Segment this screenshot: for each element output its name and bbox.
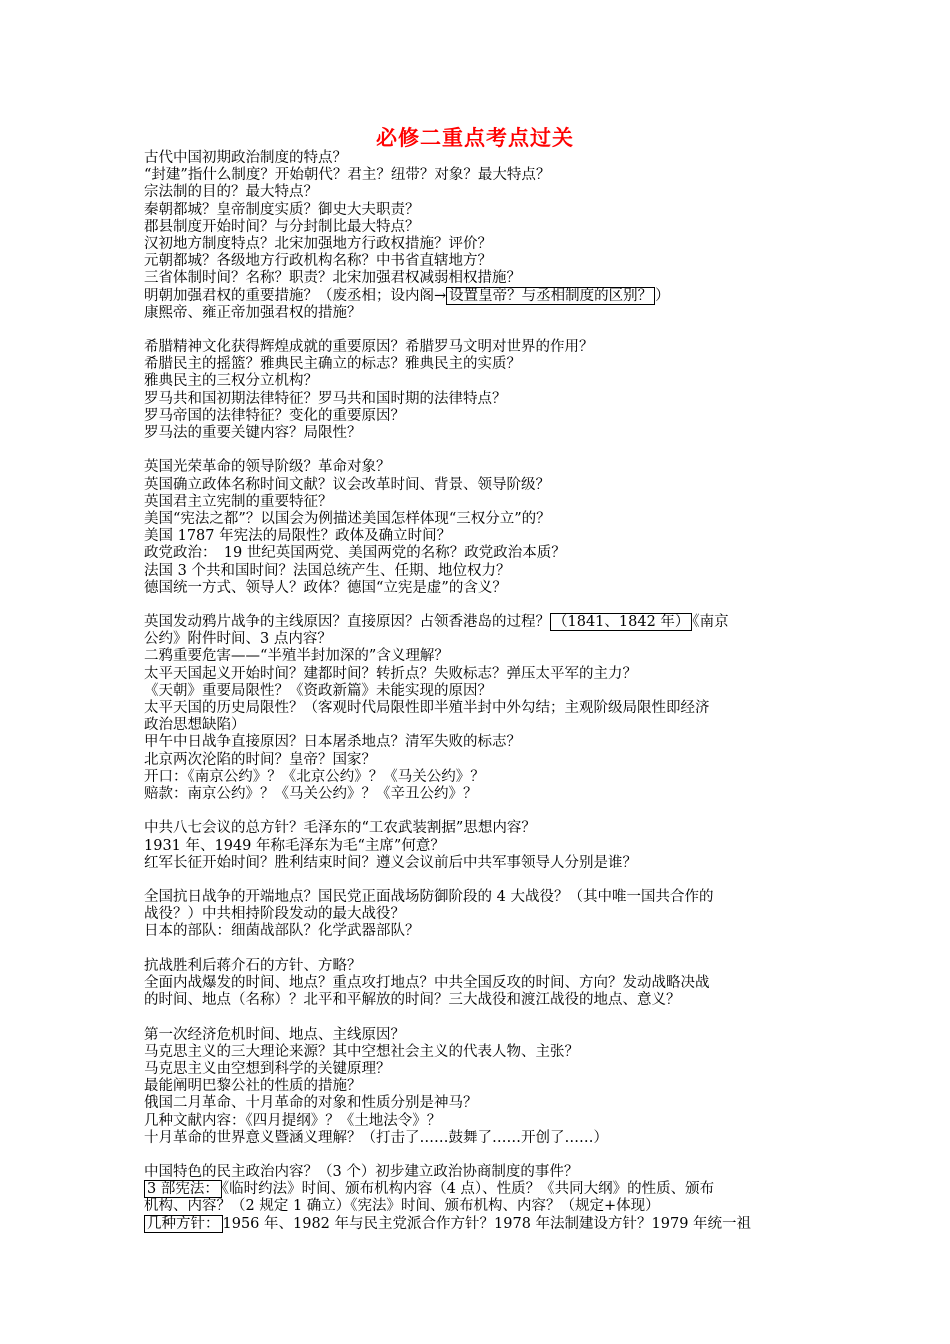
text-line: 元朝都城？各级地方行政机构名称？中书省直辖地方？ [144,253,492,270]
text-line: 几种文献内容：《四月提纲》？《土地法令》？ [144,1112,442,1129]
text-line: 最能阐明巴黎公社的性质的措施？ [144,1078,362,1095]
text-line: 马克思主义的三大理论来源？其中空想社会主义的代表人物、主张？ [144,1043,579,1060]
text-segment: 明朝加强君权的重要措施？（废丞相；设内阁→ [144,287,447,304]
text-line: 赔款：南京公约》？《马关公约》？《辛丑公约》？ [144,785,478,802]
text-line: 古代中国初期政治制度的特点？ [144,150,347,166]
paragraph-gap [144,941,804,958]
text-line [144,1181,804,1198]
text-line: 政党政治： 19 世纪英国两党、美国两党的名称？政党政治本质？ [144,545,566,562]
text-line: 三省体制时间？名称？职责？北宋加强君权减弱相权措施？ [144,270,521,287]
paragraph-gap [144,1147,804,1164]
text-line: 1931 年、1949 年称毛泽东为毛“主席”何意？ [144,837,445,854]
text-line [144,288,804,305]
paragraph-gap [144,872,804,889]
text-line: 美国“宪法之都”？以国会为例描述美国怎样体现“三权分立”的？ [144,510,551,527]
text-segment: 《南京 [692,614,729,631]
text-line: 英国君主立宪制的重要特征？ [144,493,333,510]
text-line: 机构、内容？（2 规定 1 确立）《宪法》时间、颁布机构、内容？（规定+体现） [144,1198,660,1215]
text-line: 中国特色的民主政治内容？（3 个）初步建立政治协商制度的事件？ [144,1164,579,1181]
text-line: “封建”指什么制度？开始朝代？君主？纽带？对象？最大特点？ [144,167,551,184]
paragraph-gap [144,1009,804,1026]
text-line: 甲午中日战争直接原因？日本屠杀地点？清军失败的标志？ [144,734,521,751]
text-line: 俄国二月革命、十月革命的对象和性质分别是神马？ [144,1095,478,1112]
text-line: 英国光荣革命的领导阶级？革命对象？ [144,459,391,476]
text-segment: ） [655,287,670,304]
paragraph-gap [144,442,804,459]
text-line: 全国抗日战争的开端地点？国民党正面战场防御阶段的 4 大战役？（其中唯一国共合作的 [144,889,714,906]
text-line: 北京两次沦陷的时间？皇帝？国家？ [144,751,376,768]
boxed-text: 设置皇帝？与丞相制度的区别？ [446,287,655,305]
paragraph-gap [144,597,804,614]
text-line: 二鸦重要危害——“半殖半封加深的”含义理解？ [144,648,449,665]
text-line: 第一次经济危机时间、地点、主线原因？ [144,1026,405,1043]
text-line: 罗马共和国初期法律特征？罗马共和国时期的法律特点？ [144,390,507,407]
text-line: 秦朝都城？皇帝制度实质？御史大夫职责？ [144,201,420,218]
text-line: 开口：《南京公约》？《北京公约》？《马关公约》？ [144,768,485,785]
text-line [144,614,804,631]
paragraph-gap [144,803,804,820]
text-line: 公约》附件时间、3 点内容？ [144,631,332,648]
text-segment: 《临时约法》时间、颁布机构内容（4 点）、性质？《共同大纲》的性质、颁布 [221,1181,715,1198]
text-line: 太平天国的历史局限性？（客观时代局限性即半殖半封中外勾结；主观阶级局限性即经济 [144,700,710,716]
text-line [144,1216,804,1233]
text-line: 抗战胜利后蒋介石的方针、方略？ [144,957,362,974]
text-line: 十月革命的世界意义暨涵义理解？（打击了……鼓舞了……开创了……） [144,1129,608,1146]
text-segment: 英国发动鸦片战争的主线原因？直接原因？占领香港岛的过程？ [144,614,550,631]
text-line: 英国确立政体名称时间文献？议会改革时间、背景、领导阶级？ [144,476,550,493]
boxed-text: （1841、1842 年） [550,613,692,631]
text-line: 全面内战爆发的时间、地点？重点攻打地点？中共全国反攻的时间、方向？发动战略决战 [144,975,710,991]
text-line: 日本的部队：细菌战部队？化学武器部队？ [144,923,420,940]
paragraph-gap [144,322,804,339]
boxed-text: 几种方针： [144,1215,223,1233]
text-line: 政治思想缺陷） [144,717,246,734]
text-line: 中共八七会议的总方针？毛泽东的“工农武装割据”思想内容？ [144,820,536,837]
text-line: 康熙帝、雍正帝加强君权的措施？ [144,304,362,321]
text-line: 的时间、地点（名称）？北平和平解放的时间？三大战役和渡江战役的地点、意义？ [144,992,681,1009]
document-body [144,150,804,1233]
text-line: 希腊民主的摇篮？雅典民主确立的标志？雅典民主的实质？ [144,356,521,373]
boxed-text: 3 部宪法： [144,1180,222,1198]
text-segment: 1956 年、1982 年与民主党派合作方针？1978 年法制建设方针？1979 年统一祖 [222,1215,752,1232]
text-line: 雅典民主的三权分立机构？ [144,373,318,390]
text-line: 《天朝》重要局限性？《资政新篇》未能实现的原因？ [144,682,492,699]
text-line: 法国 3 个共和国时间？法国总统产生、任期、地位权力？ [144,562,511,579]
text-line: 罗马帝国的法律特征？变化的重要原因？ [144,407,405,424]
text-line: 汉初地方制度特点？北宋加强地方行政权措施？评价？ [144,235,492,252]
text-line: 美国 1787 年宪法的局限性？政体及确立时间？ [144,528,452,545]
text-line: 宗法制的目的？最大特点？ [144,184,318,201]
text-line: 德国统一方式、领导人？政体？德国“立宪是虚”的含义？ [144,579,507,596]
document-title: 必修二重点考点过关 [376,126,574,150]
text-line: 郡县制度开始时间？与分封制比最大特点？ [144,218,420,235]
text-line: 马克思主义由空想到科学的关键原理？ [144,1060,391,1077]
text-line: 红军长征开始时间？胜利结束时间？遵义会议前后中共军事领导人分别是谁？ [144,854,637,871]
text-line: 希腊精神文化获得辉煌成就的重要原因？希腊罗马文明对世界的作用？ [144,339,594,356]
text-line: 战役？）中共相持阶段发动的最大战役？ [144,906,405,923]
text-line: 罗马法的重要关键内容？局限性？ [144,425,362,441]
text-line: 太平天国起义开始时间？建都时间？转折点？失败标志？弹压太平军的主力？ [144,665,637,682]
